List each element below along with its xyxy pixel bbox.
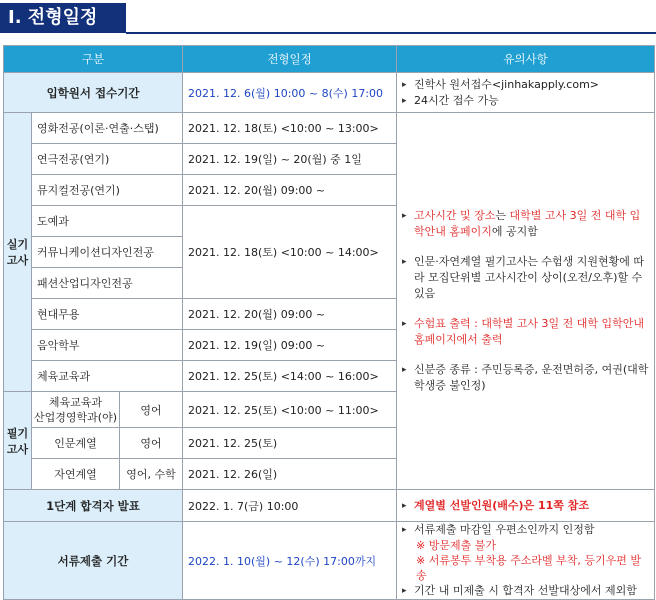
dept-cell: 연극전공(연기) <box>32 144 183 175</box>
subject-cell: 영어 <box>120 428 183 459</box>
docs-date: 2022. 1. 10(월) ~ 12(수) 17:00까지 <box>183 522 397 600</box>
schedule-table <box>3 45 655 600</box>
apply-category: 입학원서 접수기간 <box>4 73 183 113</box>
date-cell: 2021. 12. 25(토) <14:00 ~ 16:00> <box>183 361 397 392</box>
header-category: 구분 <box>4 46 183 73</box>
date-cell: 2021. 12. 18(토) <10:00 ~ 13:00> <box>183 113 397 144</box>
date-cell: 2021. 12. 18(토) <10:00 ~ 14:00> <box>183 206 397 299</box>
dept-cell: 음악학부 <box>32 330 183 361</box>
dept-cell: 자연계열 <box>32 459 120 490</box>
header-row <box>4 46 655 73</box>
header-schedule: 전형일정 <box>183 46 397 73</box>
row-docs <box>4 522 655 600</box>
apply-date: 2021. 12. 6(월) 10:00 ~ 8(수) 17:00 <box>183 73 397 113</box>
written-label: 필기 고사 <box>4 392 32 490</box>
subject-cell: 영어, 수학 <box>120 459 183 490</box>
date-cell: 2021. 12. 25(토) <10:00 ~ 11:00> <box>183 392 397 428</box>
title-underline <box>126 32 656 34</box>
date-cell: 2021. 12. 19(일) ~ 20(월) 중 1일 <box>183 144 397 175</box>
row-apply <box>4 73 655 113</box>
pass-notes <box>397 490 655 522</box>
dept-cell: 체육교육과 <box>32 361 183 392</box>
dept-cell: 체육교육과 산업경영학과(야) <box>32 392 120 428</box>
exam-note-2: ▸ 인문·자연계열 필기고사는 수험생 지원현황에 따라 모집단위별 고사시간이 상이(오전/오후)할 수 있음 <box>402 254 649 302</box>
dept-cell: 커뮤니케이션디자인전공 <box>32 237 183 268</box>
pass-note: ▸ 계열별 선발인원(배수)은 11쪽 참조 <box>402 498 649 514</box>
apply-note-1: ▸ 진학사 원서접수<jinhakapply.com> <box>402 77 649 93</box>
subject-cell: 영어 <box>120 392 183 428</box>
date-cell: 2021. 12. 25(토) <box>183 428 397 459</box>
date-cell: 2021. 12. 20(월) 09:00 ~ <box>183 175 397 206</box>
apply-notes <box>397 73 655 113</box>
dept-cell: 인문계열 <box>32 428 120 459</box>
docs-red-2: ※ 서류봉투 부착용 주소라벨 부착, 등기우편 발송 <box>416 554 641 582</box>
apply-note-2: ▸ 24시간 접수 가능 <box>402 93 649 109</box>
table-row <box>4 113 655 144</box>
dept-cell: 도예과 <box>32 206 183 237</box>
exam-notes <box>397 113 655 490</box>
section-title: Ⅰ. 전형일정 <box>0 3 126 33</box>
date-cell: 2021. 12. 19(일) 09:00 ~ <box>183 330 397 361</box>
dept-cell: 뮤지컬전공(연기) <box>32 175 183 206</box>
date-cell: 2021. 12. 20(월) 09:00 ~ <box>183 299 397 330</box>
pass-date: 2022. 1. 7(금) 10:00 <box>183 490 397 522</box>
practical-label: 실기 고사 <box>4 113 32 392</box>
docs-red-1: ※ 방문제출 불가 <box>416 539 496 552</box>
date-cell: 2021. 12. 26(일) <box>183 459 397 490</box>
row-pass <box>4 490 655 522</box>
dept-cell: 패션산업디자인전공 <box>32 268 183 299</box>
exam-note-4: ▸ 신분증 종류 : 주민등록증, 운전면허증, 여권(대학 학생증 불인정) <box>402 362 649 394</box>
dept-cell: 현대무용 <box>32 299 183 330</box>
docs-note-2: ▸ 기간 내 미제출 시 합격자 선발대상에서 제외함 <box>402 583 649 599</box>
dept-cell: 영화전공(이론·연출·스탭) <box>32 113 183 144</box>
exam-note-1: ▸ 고사시간 및 장소는 대학별 고사 3일 전 대학 입학안내 홈페이지에 공지함 <box>402 208 649 240</box>
header-notes: 유의사항 <box>397 46 655 73</box>
docs-note-1: ▸ 서류제출 마감일 우편소인까지 인정함 <box>402 522 649 538</box>
exam-note-3: ▸ 수험표 출력 : 대학별 고사 3일 전 대학 입학안내 홈페이지에서 출력 <box>402 316 649 348</box>
pass-category: 1단계 합격자 발표 <box>4 490 183 522</box>
docs-notes <box>397 522 655 600</box>
docs-category: 서류제출 기간 <box>4 522 183 600</box>
